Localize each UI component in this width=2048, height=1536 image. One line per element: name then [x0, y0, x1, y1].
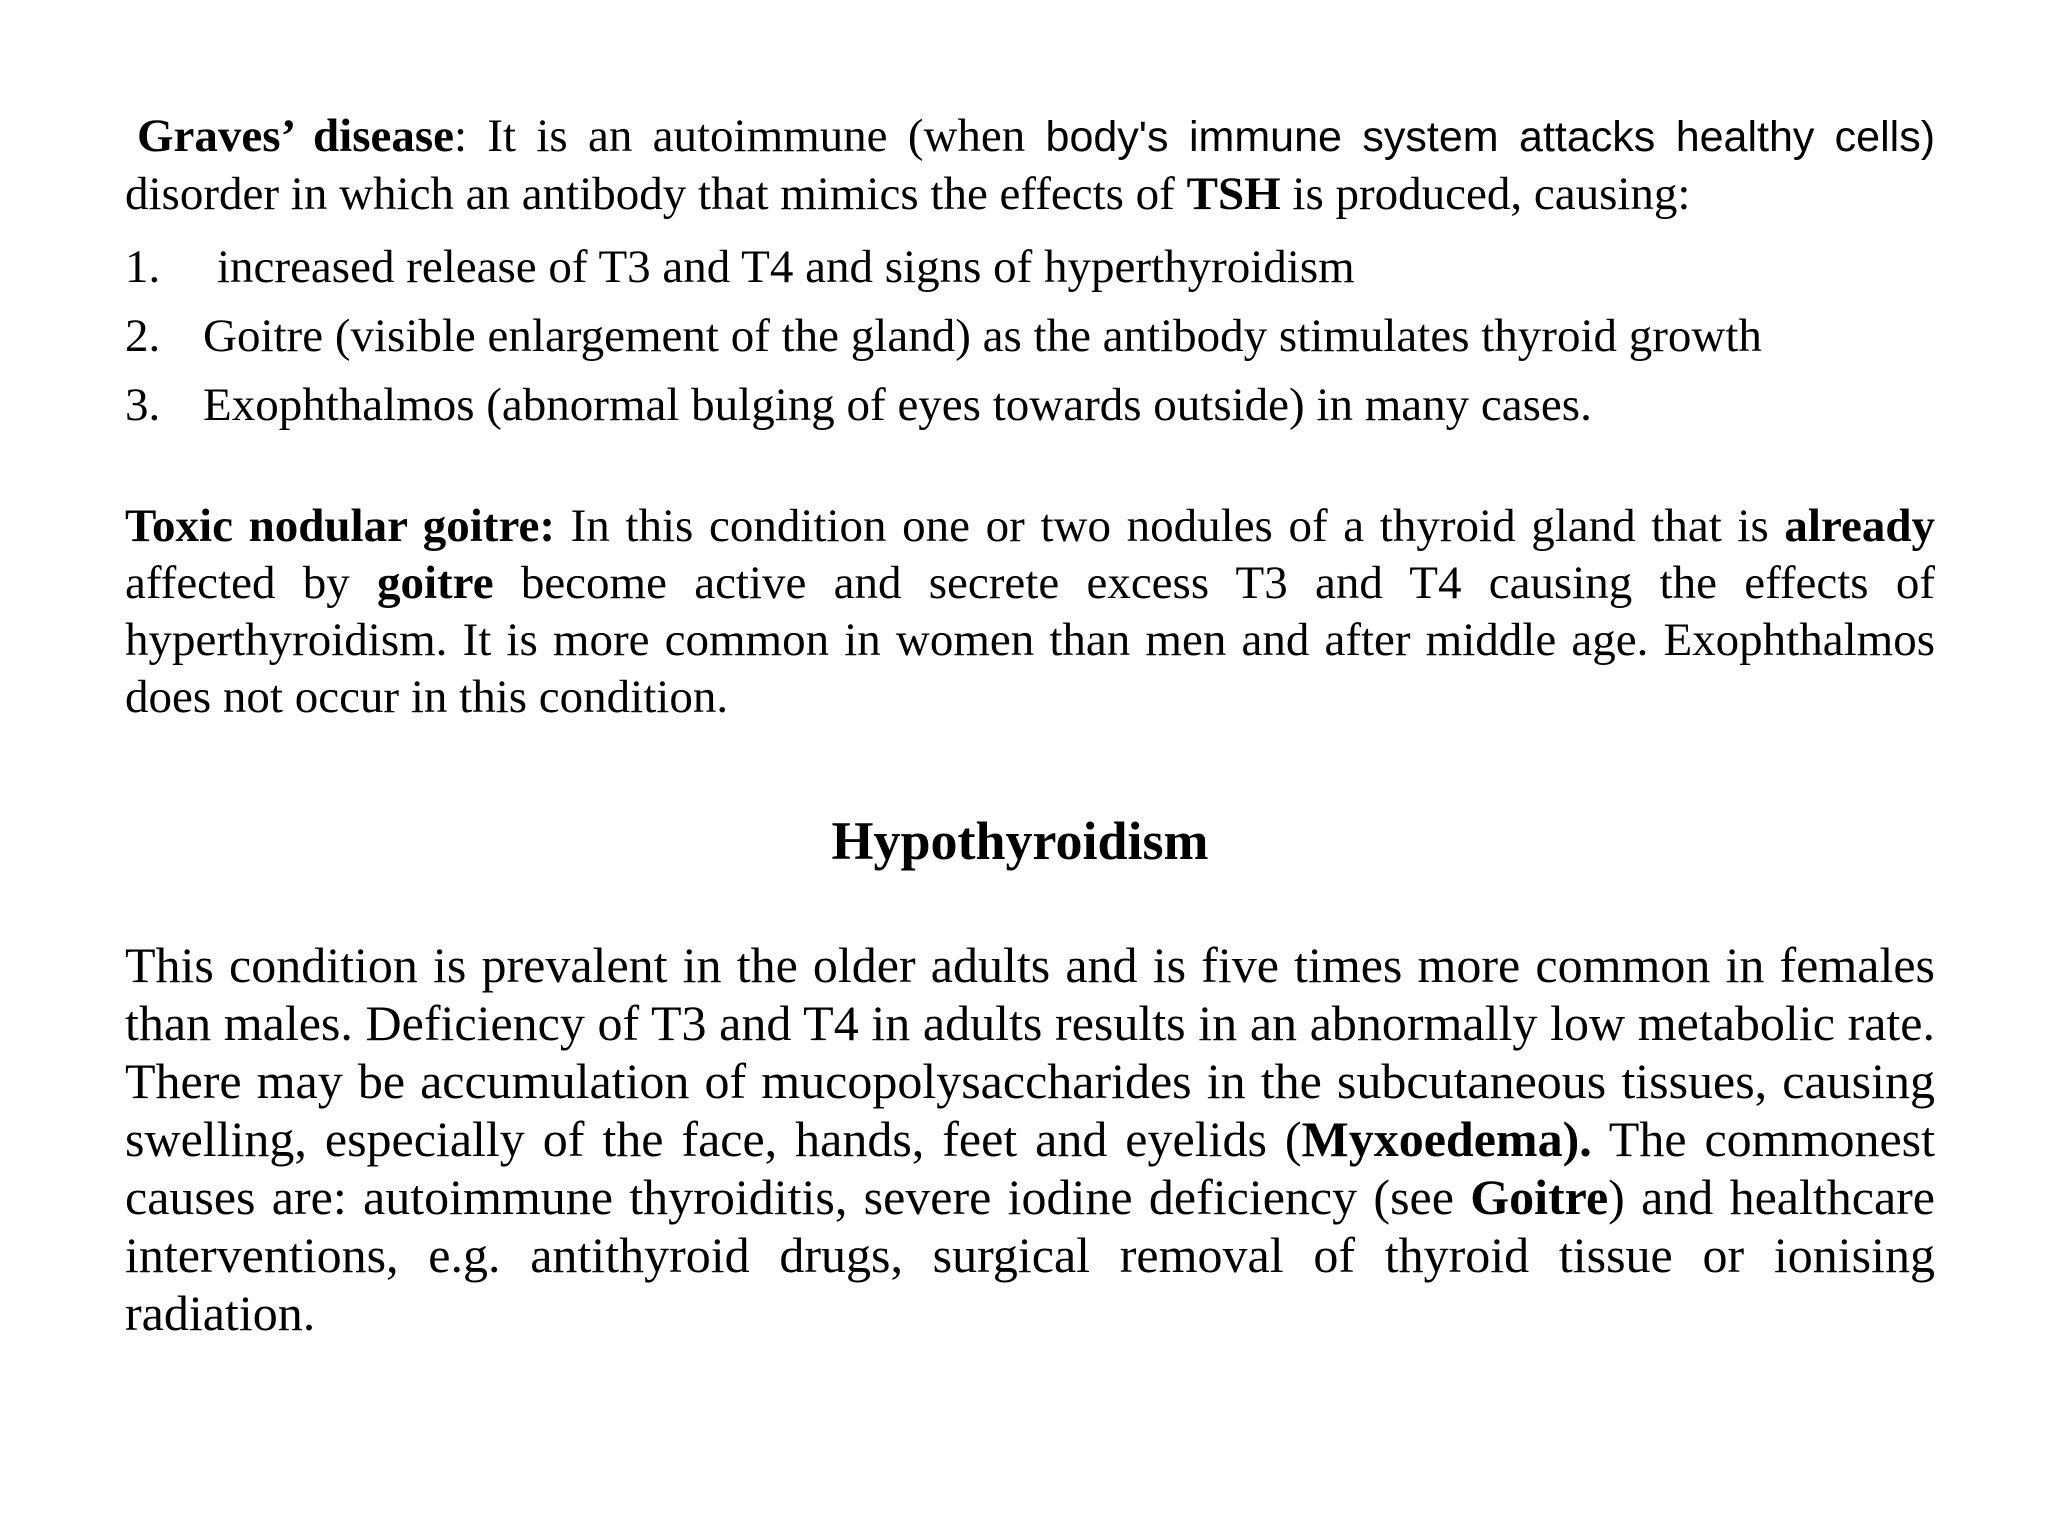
graves-sep: : It is an autoimmune (when [454, 110, 1046, 162]
list-item-text: Exophthalmos (abnormal bulging of eyes towards outside) in many cases. [203, 379, 1592, 431]
list-item-text: increased release of T3 and T4 and signs of hyperthyroidism [217, 241, 1355, 293]
graves-text-end: is produced, causing: [1280, 168, 1691, 220]
toxic-goitre-paragraph [125, 498, 1935, 726]
document-page [125, 108, 1935, 1342]
graves-effects-list [125, 233, 1935, 440]
hypo-goitre: Goitre [1470, 1169, 1609, 1225]
section-heading: Hypothyroidism [831, 811, 1209, 871]
list-item [125, 233, 1935, 302]
toxic-text-3: become active and secrete excess T3 and T4 causing the effects of hyperthyroidism. It is more common in women than men and after middle age. Exophthalmos does not occur in this condition. [125, 557, 1935, 723]
toxic-goitre: goitre [376, 557, 494, 609]
hypo-text: This condition is prevalent in the older adults and is five times more common in females than males. Deficiency of T3 and T4 in adults results in an abnormally low metabolic rate. There may be accumulation of mucopolysaccharides in the subcutaneous tissues, causing swelling, especially of the face, hands, feet and eyelids ( [125, 937, 1935, 1167]
hypo-text-2: The commonest causes are: autoimmune thyroiditis, severe iodine deficiency (see [125, 1111, 1935, 1225]
hypothyroidism-paragraph [125, 936, 1935, 1342]
graves-paragraph [125, 108, 1935, 223]
toxic-term: Toxic nodular goitre: [125, 500, 555, 552]
hypo-text-3: ) and healthcare interventions, e.g. antithyroid drugs, surgical removal of thyroid tissue or ionising radiation. [125, 1169, 1936, 1341]
list-item-number: 2. [125, 310, 161, 362]
list-item-text: Goitre (visible enlargement of the gland) as the antibody stimulates thyroid growth [203, 310, 1762, 362]
graves-immune-definition-end: cells) [1834, 113, 1936, 161]
toxic-already: already [1784, 500, 1935, 552]
list-item-number: 1. [125, 241, 161, 293]
graves-immune-definition: body's immune system attacks healthy [1045, 113, 1815, 161]
toxic-text: In this condition one or two nodules of a thyroid gland that is [554, 500, 1785, 552]
graves-text: disorder in which an antibody that mimics the effects of [125, 168, 1187, 220]
hypo-myxoedema: Myxoedema). [1301, 1111, 1592, 1167]
toxic-text-2: affected by [125, 557, 377, 609]
list-item [125, 371, 1935, 440]
graves-tsh: TSH [1186, 168, 1281, 220]
list-item-number: 3. [125, 379, 161, 431]
list-item [125, 302, 1935, 371]
graves-term: Graves’ disease [137, 110, 455, 162]
